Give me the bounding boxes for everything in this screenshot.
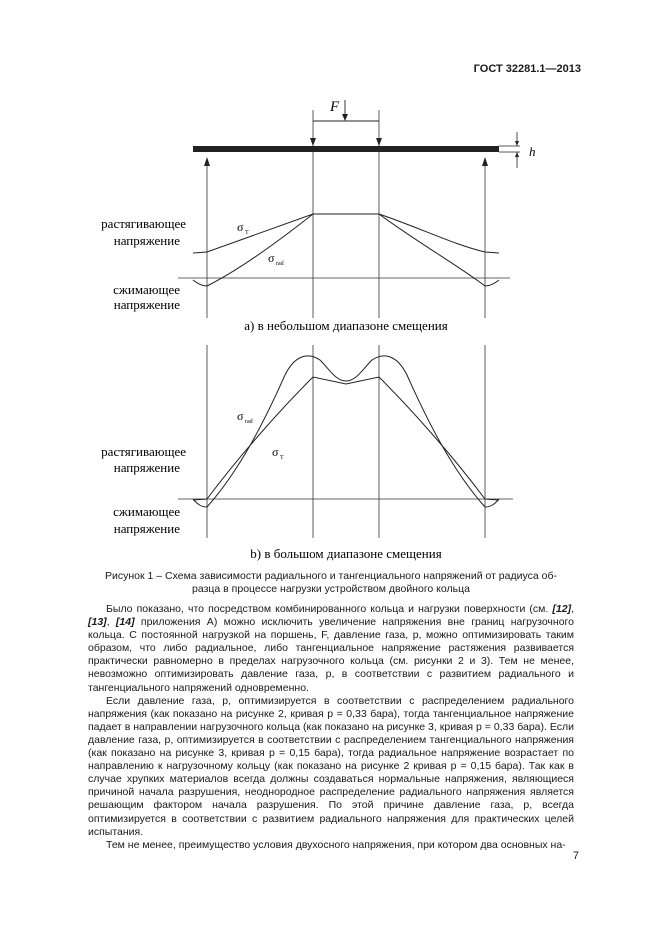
standard-number: ГОСТ 32281.1—2013 [473,63,581,75]
sigma-rad-sub-a: rad [276,261,284,267]
reference-14: [14] [115,616,135,629]
thickness-label: h [529,144,536,159]
paragraph-2: Если давление газа, р, оптимизируется в соответствии с распределением радиального напряжения (как показано на рисунке 2, кривая р = 0,33 бара), тогда тангенциальное напряжение падает в направлении нагрузочного кольца (как показано на рисунке 3, кривая р = 0,33 бара). Если давление газа, р, оптимизируется в соответствии с распределением тангенциального напряжения (как показано на рисунке 3, кривая р = 0,15 бара), тогда радиальное напряжение возрастает по направлению к нагрузочному кольцу (как показано на рисунке 2 кривая р = 0,15 бара). Так как в случае хрупких материалов всегда должны создаваться нормальные напряжения, являющиеся причиной начала разрушения, неоднородное распределение радиального напряжения является решающим фактором начала разрушения. По этой причине давление газа, р, всегда оптимизируется в соответствии с развитием радиального напряжения для практических целей испытания. [88,694,574,838]
panel-a [101,214,510,333]
compressive-label-b-1: сжимающее [113,504,180,519]
sigma-t-sub-b: T [280,455,284,461]
tensile-label-a-1: растягивающее [101,216,186,231]
load-ring-left-arrow [310,138,316,146]
paragraph-1: Было показано, что посредством комбинированного кольца и нагрузки поверхности (см. [12], [13], [14] приложения А) можно исключить увеличение напряжения вне границ нагрузочного кольца. С постоянной нагрузкой на поршень, F, давление газа, р, можно оптимизировать таким образом, что либо радиальное, либо тангенциальное напряжение растяжения развивается практически равномерно в пределах нагрузочного кольца (см. рисунки 2 и 3). Тем не менее, невозможно оптимизировать давление газа, р, в соответствии с развитием радиального и тангенциального напряжений одновременно. [88,603,574,694]
force-arrow-head [342,114,348,121]
compressive-label-a-2: напряжение [113,297,180,312]
figure-caption [88,570,574,596]
tensile-label-b-2: напряжение [113,460,180,475]
reference-13: [13] [88,616,107,629]
specimen-plate [193,146,499,152]
panel-b-caption: b) в большом диапазоне смещения [250,546,442,561]
tensile-label-a-2: напряжение [113,233,180,248]
figure-caption-line-1: Рисунок 1 – Схема зависимости радиального и тангенциального напряжений от радиуса об- [105,570,557,582]
panel-b [101,356,513,561]
page-number: 7 [572,850,579,862]
support-right-arrow [482,157,488,166]
force-label: F [330,99,340,115]
reference-12: [12] [552,603,572,615]
body-text [88,603,574,852]
support-left-arrow [204,157,210,166]
compressive-label-a-1: сжимающее [113,282,180,297]
tensile-label-b-1: растягивающее [101,444,186,459]
sigma-rad-curve-b [193,356,499,507]
sigma-rad-sub-b: rad [245,419,253,425]
loading-schematic [193,99,536,168]
load-ring-right-arrow [376,138,382,146]
compressive-label-b-2: напряжение [113,521,180,536]
panel-a-caption: а) в небольшом диапазоне смещения [244,318,448,333]
figure-caption-line-2: разца в процессе нагрузки устройством двойного кольца [192,583,470,595]
sigma-rad-label-b: σ [237,409,244,423]
sigma-rad-label-a: σ [268,251,275,265]
paragraph-3: Тем не менее, преимущество условия двухосного напряжения, при котором два основных на- [106,838,566,851]
sigma-t-label-b: σ [272,445,279,459]
sigma-t-sub-a: T [245,230,249,236]
sigma-t-curve-b [193,377,499,500]
sigma-t-label-a: σ [237,220,244,234]
